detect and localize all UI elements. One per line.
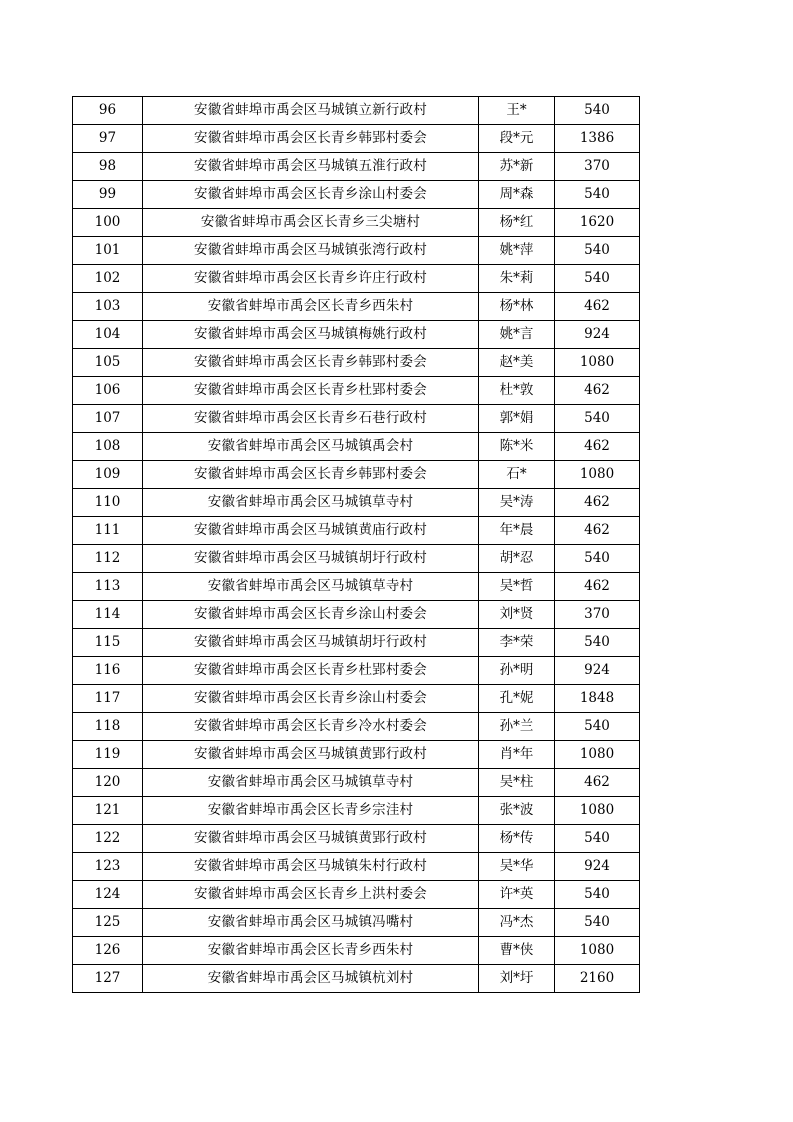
table-row [73, 657, 640, 685]
table-row [73, 601, 640, 629]
name-cell: 姚*言 [479, 321, 555, 349]
row-number-cell: 103 [73, 293, 143, 321]
table-row [73, 517, 640, 545]
address-cell: 安徽省蚌埠市禹会区长青乡涂山村委会 [143, 685, 479, 713]
recipient-table-body [73, 97, 640, 993]
table-row [73, 433, 640, 461]
address-cell: 安徽省蚌埠市禹会区马城镇禹会村 [143, 433, 479, 461]
amount-cell: 462 [555, 377, 640, 405]
table-row [73, 405, 640, 433]
name-cell: 郭*娟 [479, 405, 555, 433]
address-cell: 安徽省蚌埠市禹会区马城镇五淮行政村 [143, 153, 479, 181]
address-cell: 安徽省蚌埠市禹会区长青乡杜郢村委会 [143, 657, 479, 685]
name-cell: 年*晨 [479, 517, 555, 545]
amount-cell: 540 [555, 825, 640, 853]
amount-cell: 1620 [555, 209, 640, 237]
name-cell: 肖*年 [479, 741, 555, 769]
table-row [73, 545, 640, 573]
row-number-cell: 115 [73, 629, 143, 657]
address-cell: 安徽省蚌埠市禹会区马城镇张湾行政村 [143, 237, 479, 265]
address-cell: 安徽省蚌埠市禹会区马城镇黄郢行政村 [143, 825, 479, 853]
table-row [73, 853, 640, 881]
table-row [73, 293, 640, 321]
table-row [73, 881, 640, 909]
name-cell: 吴*柱 [479, 769, 555, 797]
table-row [73, 461, 640, 489]
name-cell: 周*森 [479, 181, 555, 209]
name-cell: 赵*美 [479, 349, 555, 377]
address-cell: 安徽省蚌埠市禹会区马城镇黄庙行政村 [143, 517, 479, 545]
name-cell: 吴*涛 [479, 489, 555, 517]
row-number-cell: 110 [73, 489, 143, 517]
amount-cell: 540 [555, 545, 640, 573]
address-cell: 安徽省蚌埠市禹会区马城镇立新行政村 [143, 97, 479, 125]
table-row [73, 349, 640, 377]
table-row [73, 629, 640, 657]
amount-cell: 1848 [555, 685, 640, 713]
row-number-cell: 119 [73, 741, 143, 769]
table-row [73, 209, 640, 237]
amount-cell: 540 [555, 713, 640, 741]
name-cell: 段*元 [479, 125, 555, 153]
table-row [73, 125, 640, 153]
table-row [73, 937, 640, 965]
row-number-cell: 127 [73, 965, 143, 993]
table-row [73, 769, 640, 797]
name-cell: 胡*忍 [479, 545, 555, 573]
name-cell: 刘*圩 [479, 965, 555, 993]
address-cell: 安徽省蚌埠市禹会区马城镇草寺村 [143, 769, 479, 797]
address-cell: 安徽省蚌埠市禹会区马城镇胡圩行政村 [143, 629, 479, 657]
row-number-cell: 98 [73, 153, 143, 181]
row-number-cell: 96 [73, 97, 143, 125]
amount-cell: 924 [555, 321, 640, 349]
amount-cell: 1080 [555, 937, 640, 965]
amount-cell: 1386 [555, 125, 640, 153]
table-row [73, 713, 640, 741]
address-cell: 安徽省蚌埠市禹会区长青乡韩郢村委会 [143, 125, 479, 153]
amount-cell: 1080 [555, 797, 640, 825]
table-row [73, 685, 640, 713]
row-number-cell: 113 [73, 573, 143, 601]
name-cell: 杨*红 [479, 209, 555, 237]
address-cell: 安徽省蚌埠市禹会区长青乡西朱村 [143, 937, 479, 965]
name-cell: 冯*杰 [479, 909, 555, 937]
row-number-cell: 124 [73, 881, 143, 909]
row-number-cell: 109 [73, 461, 143, 489]
amount-cell: 2160 [555, 965, 640, 993]
amount-cell: 1080 [555, 741, 640, 769]
name-cell: 孔*妮 [479, 685, 555, 713]
address-cell: 安徽省蚌埠市禹会区马城镇朱村行政村 [143, 853, 479, 881]
amount-cell: 540 [555, 181, 640, 209]
row-number-cell: 121 [73, 797, 143, 825]
table-row [73, 797, 640, 825]
table-row [73, 965, 640, 993]
amount-cell: 1080 [555, 349, 640, 377]
name-cell: 孙*兰 [479, 713, 555, 741]
row-number-cell: 125 [73, 909, 143, 937]
address-cell: 安徽省蚌埠市禹会区马城镇黄郢行政村 [143, 741, 479, 769]
amount-cell: 924 [555, 853, 640, 881]
amount-cell: 540 [555, 629, 640, 657]
table-row [73, 321, 640, 349]
amount-cell: 540 [555, 265, 640, 293]
row-number-cell: 99 [73, 181, 143, 209]
address-cell: 安徽省蚌埠市禹会区长青乡西朱村 [143, 293, 479, 321]
name-cell: 石* [479, 461, 555, 489]
name-cell: 姚*萍 [479, 237, 555, 265]
address-cell: 安徽省蚌埠市禹会区马城镇草寺村 [143, 573, 479, 601]
table-row [73, 741, 640, 769]
address-cell: 安徽省蚌埠市禹会区马城镇冯嘴村 [143, 909, 479, 937]
name-cell: 李*荣 [479, 629, 555, 657]
amount-cell: 540 [555, 97, 640, 125]
address-cell: 安徽省蚌埠市禹会区长青乡上洪村委会 [143, 881, 479, 909]
amount-cell: 462 [555, 517, 640, 545]
table-row [73, 909, 640, 937]
amount-cell: 540 [555, 405, 640, 433]
name-cell: 杨*传 [479, 825, 555, 853]
address-cell: 安徽省蚌埠市禹会区长青乡涂山村委会 [143, 181, 479, 209]
table-row [73, 237, 640, 265]
amount-cell: 462 [555, 573, 640, 601]
table-row [73, 825, 640, 853]
table-row [73, 153, 640, 181]
amount-cell: 540 [555, 909, 640, 937]
amount-cell: 1080 [555, 461, 640, 489]
row-number-cell: 111 [73, 517, 143, 545]
amount-cell: 370 [555, 601, 640, 629]
table-row [73, 377, 640, 405]
table-row [73, 573, 640, 601]
name-cell: 杜*敦 [479, 377, 555, 405]
row-number-cell: 122 [73, 825, 143, 853]
address-cell: 安徽省蚌埠市禹会区马城镇草寺村 [143, 489, 479, 517]
address-cell: 安徽省蚌埠市禹会区长青乡涂山村委会 [143, 601, 479, 629]
row-number-cell: 104 [73, 321, 143, 349]
row-number-cell: 117 [73, 685, 143, 713]
name-cell: 王* [479, 97, 555, 125]
row-number-cell: 108 [73, 433, 143, 461]
row-number-cell: 102 [73, 265, 143, 293]
address-cell: 安徽省蚌埠市禹会区长青乡韩郢村委会 [143, 349, 479, 377]
row-number-cell: 120 [73, 769, 143, 797]
amount-cell: 370 [555, 153, 640, 181]
amount-cell: 540 [555, 237, 640, 265]
table-row [73, 97, 640, 125]
amount-cell: 462 [555, 769, 640, 797]
row-number-cell: 126 [73, 937, 143, 965]
name-cell: 曹*侠 [479, 937, 555, 965]
row-number-cell: 106 [73, 377, 143, 405]
name-cell: 杨*林 [479, 293, 555, 321]
address-cell: 安徽省蚌埠市禹会区长青乡许庄行政村 [143, 265, 479, 293]
name-cell: 苏*新 [479, 153, 555, 181]
address-cell: 安徽省蚌埠市禹会区马城镇梅姚行政村 [143, 321, 479, 349]
name-cell: 吴*华 [479, 853, 555, 881]
amount-cell: 462 [555, 489, 640, 517]
name-cell: 朱*莉 [479, 265, 555, 293]
address-cell: 安徽省蚌埠市禹会区长青乡宗洼村 [143, 797, 479, 825]
row-number-cell: 100 [73, 209, 143, 237]
address-cell: 安徽省蚌埠市禹会区马城镇杭刘村 [143, 965, 479, 993]
name-cell: 吴*哲 [479, 573, 555, 601]
address-cell: 安徽省蚌埠市禹会区长青乡冷水村委会 [143, 713, 479, 741]
row-number-cell: 105 [73, 349, 143, 377]
name-cell: 许*英 [479, 881, 555, 909]
table-row [73, 181, 640, 209]
name-cell: 陈*米 [479, 433, 555, 461]
amount-cell: 462 [555, 293, 640, 321]
address-cell: 安徽省蚌埠市禹会区长青乡杜郢村委会 [143, 377, 479, 405]
row-number-cell: 118 [73, 713, 143, 741]
amount-cell: 540 [555, 881, 640, 909]
address-cell: 安徽省蚌埠市禹会区马城镇胡圩行政村 [143, 545, 479, 573]
row-number-cell: 116 [73, 657, 143, 685]
name-cell: 张*波 [479, 797, 555, 825]
address-cell: 安徽省蚌埠市禹会区长青乡韩郢村委会 [143, 461, 479, 489]
row-number-cell: 114 [73, 601, 143, 629]
amount-cell: 462 [555, 433, 640, 461]
row-number-cell: 97 [73, 125, 143, 153]
table-row [73, 265, 640, 293]
table-row [73, 489, 640, 517]
amount-cell: 924 [555, 657, 640, 685]
name-cell: 刘*贤 [479, 601, 555, 629]
name-cell: 孙*明 [479, 657, 555, 685]
row-number-cell: 123 [73, 853, 143, 881]
address-cell: 安徽省蚌埠市禹会区长青乡三尖塘村 [143, 209, 479, 237]
address-cell: 安徽省蚌埠市禹会区长青乡石巷行政村 [143, 405, 479, 433]
recipient-table [72, 96, 640, 993]
row-number-cell: 112 [73, 545, 143, 573]
row-number-cell: 107 [73, 405, 143, 433]
row-number-cell: 101 [73, 237, 143, 265]
